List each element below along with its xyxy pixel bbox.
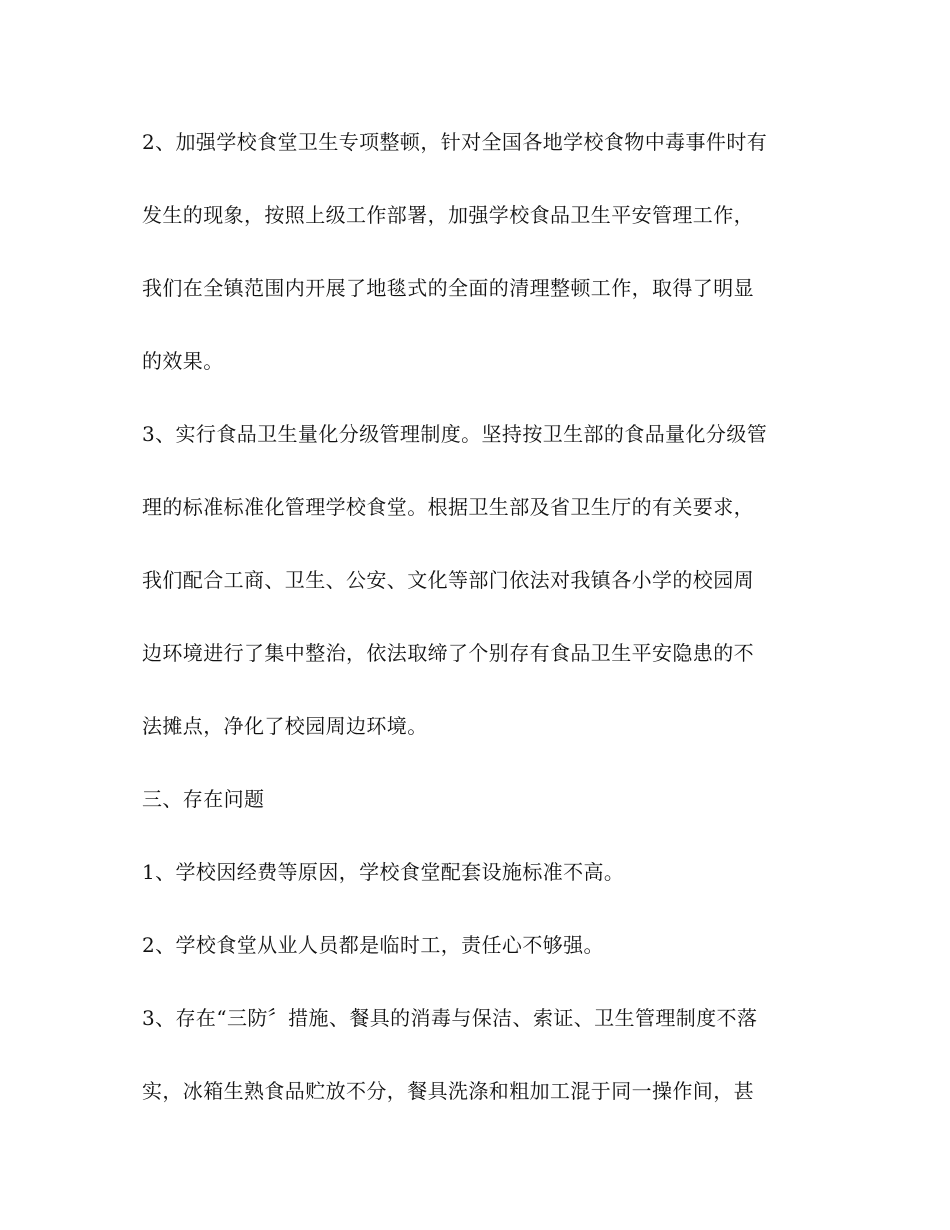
paragraph-line: 1、学校因经费等原因，学校食堂配套设施标准不高。: [142, 860, 625, 884]
paragraph-line: 理的标准标准化管理学校食堂。根据卫生部及省卫生厅的有关要求，: [142, 495, 754, 519]
paragraph-line: 我们配合工商、卫生、公安、文化等部门依法对我镇各小学的校园周: [142, 568, 754, 592]
paragraph-line: 实，冰箱生熟食品贮放不分，餐具洗涤和粗加工混于同一操作间，甚: [142, 1079, 754, 1103]
paragraph-line: 2、加强学校食堂卫生专项整顿，针对全国各地学校食物中毒事件时有: [142, 130, 768, 154]
paragraph-line: 发生的现象，按照上级工作部署，加强学校食品卫生平安管理工作，: [142, 203, 754, 227]
paragraph-line: 3、存在“三防〞措施、餐具的消毒与保洁、索证、卫生管理制度不落: [142, 1006, 758, 1030]
paragraph-line: 我们在全镇范围内开展了地毯式的全面的清理整顿工作，取得了明显: [142, 276, 754, 300]
paragraph-line: 法摊点，净化了校园周边环境。: [142, 714, 428, 738]
section-heading: 三、存在问题: [142, 787, 265, 811]
paragraph-line: 的效果。: [142, 349, 224, 373]
paragraph-line: 边环境进行了集中整治，依法取缔了个别存有食品卫生平安隐患的不: [142, 641, 754, 665]
paragraph-line: 2、学校食堂从业人员都是临时工，责任心不够强。: [142, 933, 604, 957]
paragraph-line: 3、实行食品卫生量化分级管理制度。坚持按卫生部的食品量化分级管: [142, 422, 768, 446]
